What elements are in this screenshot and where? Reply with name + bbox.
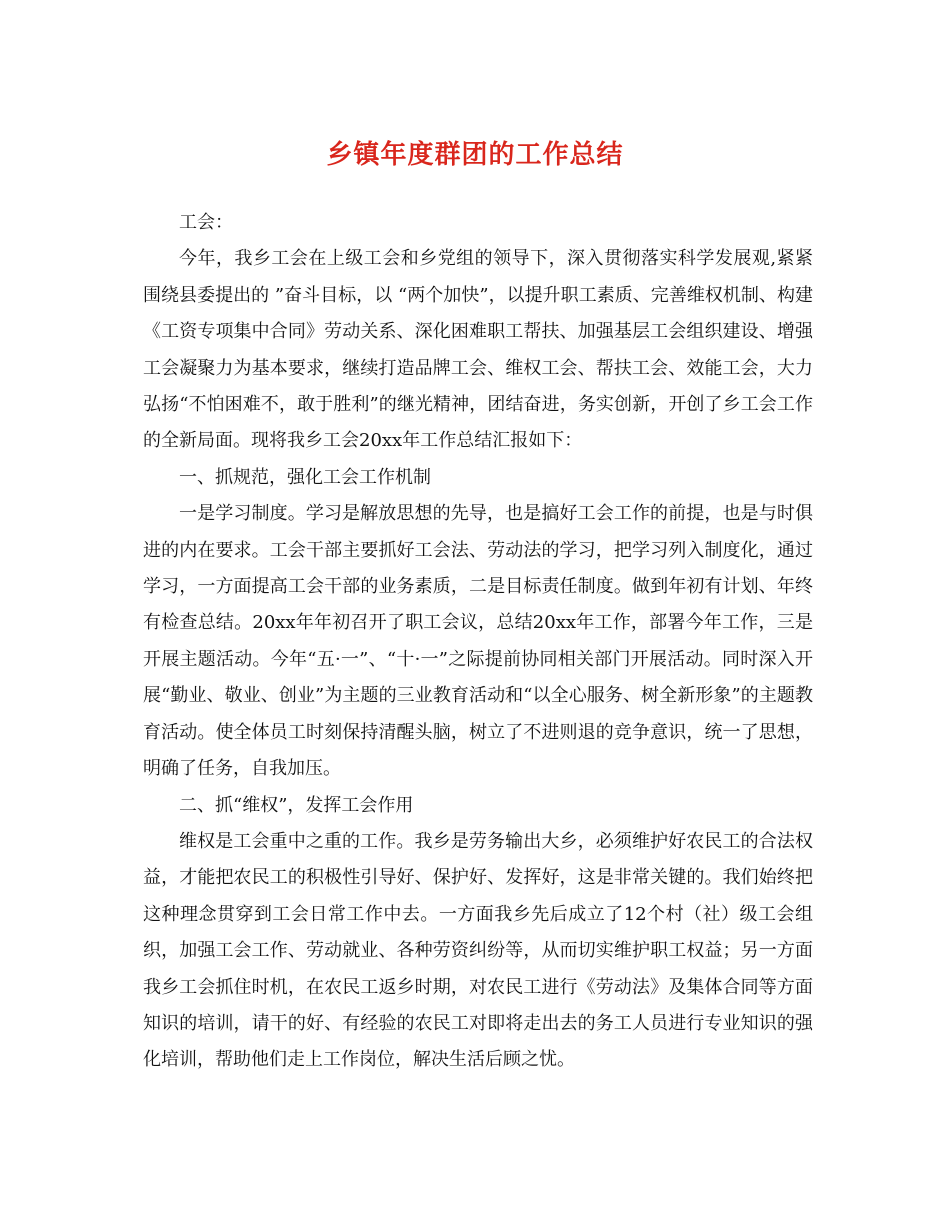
paragraph-intro: 今年，我乡工会在上级工会和乡党组的领导下，深入贯彻落实科学发展观,紧紧围绕县委提出的 ”奋斗目标，以 “两个加快”，以提升职工素质、完善维权机制、构建《工资专项集中合同》劳动关系、深化困难职工帮扶、加强基层工会组织建设、增强工会凝聚力为基本要求，继续打造品牌工会、维权工会、帮扶工会、效能工会，大力弘扬“不怕困难不，敢于胜利”的继光精神，团结奋进，务实创新，开创了乡工会工作的全新局面。现将我乡工会20xx年工作总结汇报如下： bbox=[143, 248, 813, 452]
paragraph-greeting: 工会： bbox=[179, 212, 233, 233]
document-body bbox=[143, 205, 813, 1079]
paragraph-section-2: 维权是工会重中之重的工作。我乡是劳务输出大乡，必须维护好农民工的合法权益，才能把农民工的积极性引导好、保护好、发挥好，这是非常关键的。我们始终把这种理念贯穿到工会日常工作中去。一方面我乡先后成立了12个村（社）级工会组织，加强工会工作、劳动就业、各种劳资纠纷等，从而切实维护职工权益；另一方面我乡工会抓住时机，在农民工返乡时期，对农民工进行《劳动法》及集体合同等方面知识的培训，请干的好、有经验的农民工对即将走出去的务工人员进行专业知识的强化培训，帮助他们走上工作岗位，解决生活后顾之忧。 bbox=[143, 830, 813, 1071]
section-heading-1: 一、抓规范，强化工会工作机制 bbox=[179, 466, 431, 488]
section-heading-2: 二、抓“维权”，发挥工会作用 bbox=[179, 794, 414, 816]
paragraph-section-1: 一是学习制度。学习是解放思想的先导，也是搞好工会工作的前提，也是与时俱进的内在要求。工会干部主要抓好工会法、劳动法的学习，把学习列入制度化，通过学习，一方面提高工会干部的业务素质，二是目标责任制度。做到年初有计划、年终有检查总结。20xx年年初召开了职工会议，总结20xx年工作，部署今年工作，三是开展主题活动。今年“五·一”、“十·一”之际提前协同相关部门开展活动。同时深入开展“勤业、敬业、创业”为主题的三业教育活动和“以全心服务、树全新形象”的主题教育活动。使全体员工时刻保持清醒头脑，树立了不进则退的竞争意识，统一了思想，明确了任务，自我加压。 bbox=[143, 503, 813, 780]
page-title: 乡镇年度群团的工作总结 bbox=[326, 140, 624, 170]
